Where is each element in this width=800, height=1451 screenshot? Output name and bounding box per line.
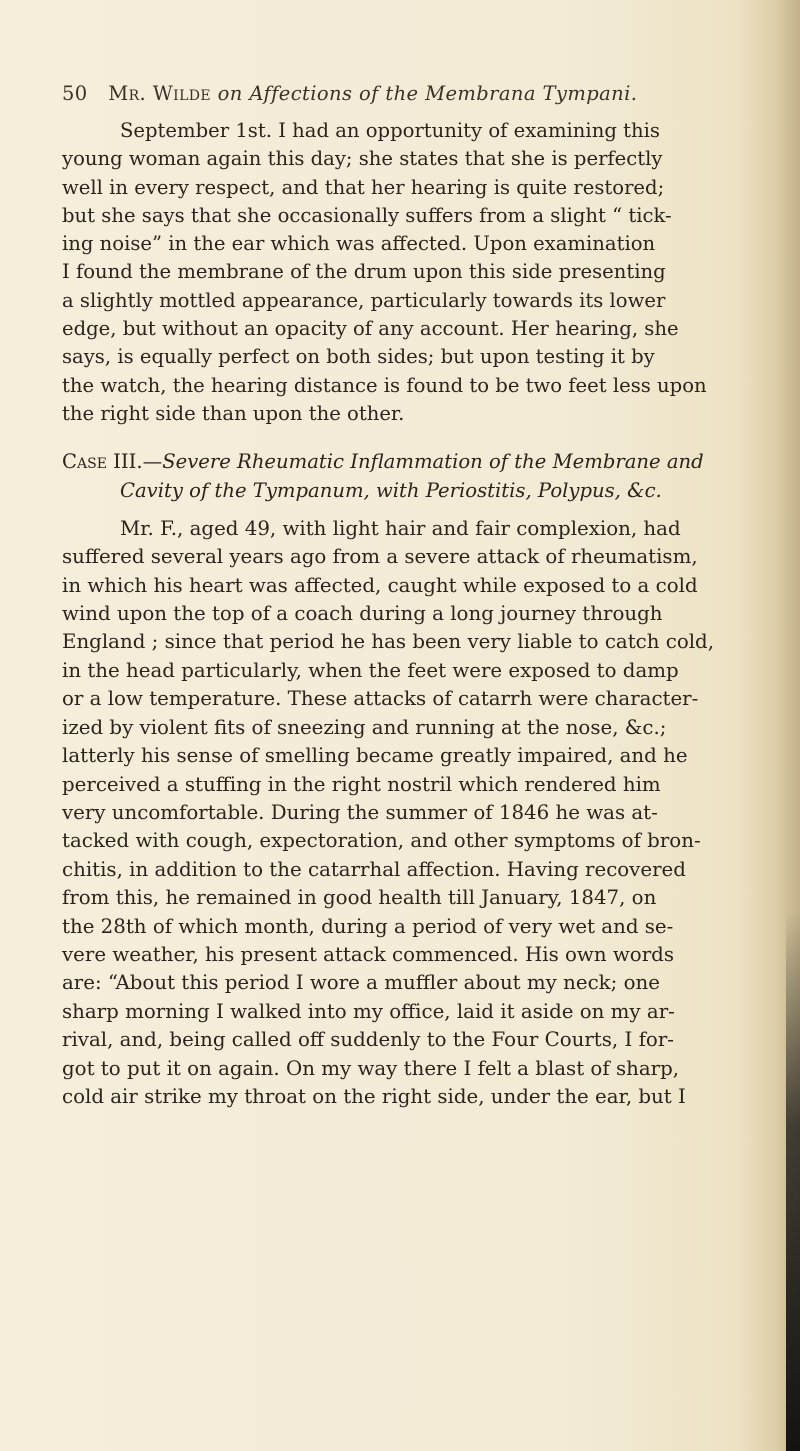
case-heading: [62, 448, 777, 505]
text-line: a slightly mottled appearance, particularly towards its lower: [62, 288, 666, 312]
text-line: rival, and, being called off suddenly to the Four Courts, I for-: [62, 1028, 674, 1052]
text-line: young woman again this day; she states that she is perfectly: [62, 147, 663, 171]
header-title: Affections of the Membrana Tympani.: [249, 82, 638, 105]
paragraph-1: [62, 117, 777, 428]
page-number: 50: [62, 82, 88, 105]
text-line: well in every respect, and that her hearing is quite restored;: [62, 175, 665, 199]
paragraph-2: [62, 515, 777, 1112]
text-line: or a low temperature. These attacks of catarrh were character-: [62, 687, 699, 711]
text-line: September 1st. I had an opportunity of examining this: [120, 119, 660, 142]
running-header: [62, 82, 762, 105]
case-heading-line-1: [62, 448, 777, 476]
text-line: from this, he remained in good health till January, 1847, on: [62, 886, 657, 910]
header-connector: on: [217, 82, 243, 105]
case-title: —Severe Rheumatic Inflammation of the Membrane and: [142, 450, 704, 474]
text-line: suffered several years ago from a severe attack of rheumatism,: [62, 545, 698, 569]
text-line: very uncomfortable. During the summer of 1846 he was at-: [62, 800, 658, 824]
text-line: the 28th of which month, during a period of very wet and se-: [62, 914, 674, 938]
text-line: wind upon the top of a coach during a long journey through: [62, 602, 663, 626]
text-line: sharp morning I walked into my office, laid it aside on my ar-: [62, 999, 675, 1023]
text-line: tacked with cough, expectoration, and other symptoms of bron-: [62, 829, 701, 853]
text-line: I found the membrane of the drum upon this side presenting: [62, 260, 666, 284]
text-line: vere weather, his present attack commenced. His own words: [62, 942, 674, 966]
text-line: are: “About this period I wore a muffler about my neck; one: [62, 971, 660, 995]
text-line: ized by violent fits of sneezing and running at the nose, &c.;: [62, 715, 667, 739]
case-heading-line-2: Cavity of the Tympanum, with Periostitis, Polypus, &c.: [120, 478, 662, 502]
text-line: the watch, the hearing distance is found to be two feet less upon: [62, 373, 707, 397]
text-line: but she says that she occasionally suffers from a slight “ tick-: [62, 203, 672, 227]
text-line: ing noise” in the ear which was affected. Upon examination: [62, 232, 656, 256]
header-author: Mr. Wilde: [108, 82, 212, 105]
text-line: England ; since that period he has been very liable to catch cold,: [62, 630, 715, 654]
text-line: cold air strike my throat on the right side, under the ear, but I: [62, 1084, 686, 1108]
text-line: the right side than upon the other.: [62, 401, 405, 425]
text-line: in the head particularly, when the feet were exposed to damp: [62, 658, 679, 682]
binding-shadow: [786, 911, 800, 1451]
page-body: [62, 117, 777, 1111]
text-line: perceived a stuffing in the right nostril which rendered him: [62, 772, 661, 796]
text-line: edge, but without an opacity of any account. Her hearing, she: [62, 317, 679, 341]
text-line: Mr. F., aged 49, with light hair and fair complexion, had: [120, 516, 681, 540]
text-line: latterly his sense of smelling became greatly impaired, and he: [62, 744, 688, 768]
case-label: Case III.: [62, 450, 143, 474]
text-line: got to put it on again. On my way there I felt a blast of sharp,: [62, 1056, 680, 1080]
text-line: in which his heart was affected, caught while exposed to a cold: [62, 573, 698, 597]
text-line: chitis, in addition to the catarrhal affection. Having recovered: [62, 857, 686, 881]
text-line: says, is equally perfect on both sides; but upon testing it by: [62, 345, 655, 369]
